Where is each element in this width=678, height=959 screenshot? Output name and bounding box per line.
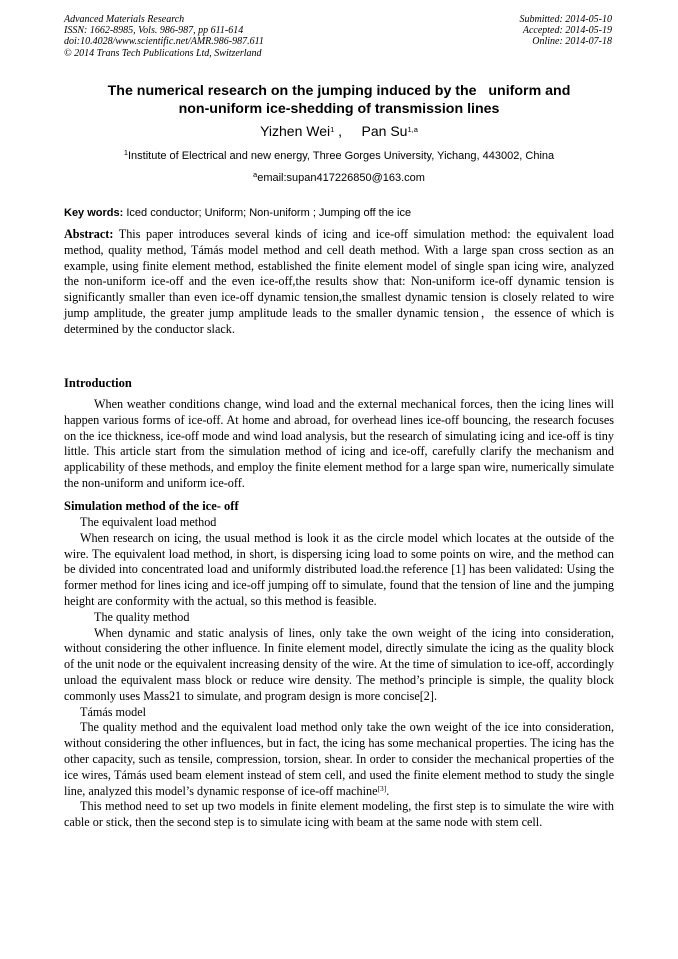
abstract (64, 227, 614, 338)
author-name: Yizhen Wei (260, 123, 331, 139)
paragraph: When research on icing, the usual method is look it as the circle model which locates at the outside of the wire. The equivalent load method, in short, is dispersing icing load to some points on wire, and the method can be divided into concentrated load and uniformly distributed load.the reference [1] has been validated: Using the former method for lines icing and ice-off jumping off to simulate, found that the tension of line and the jumping height are conformity with the actual, so this method is feasible. (64, 530, 614, 608)
abstract-label: Abstract: (64, 227, 114, 241)
paragraph (64, 720, 614, 799)
keywords (64, 206, 614, 220)
email-mark: a (253, 170, 258, 179)
email-text: email:supan417226850@163.com (257, 172, 425, 184)
affiliation (0, 150, 678, 163)
journal-info (64, 14, 264, 59)
keywords-text: Iced conductor; Uniform; Non-uniform ; Jumping off the ice (123, 207, 412, 219)
submission-dates (520, 14, 613, 48)
issn-line: ISSN: 1662-8985, Vols. 986-987, pp 611-614 (64, 25, 244, 37)
author-affil-mark: 1,a (407, 125, 418, 134)
affiliation-mark: 1 (123, 148, 128, 157)
section-heading-introduction: Introduction (64, 376, 132, 390)
journal-name: Advanced Materials Research (64, 14, 185, 25)
title-line-2: non-uniform ice-shedding of transmission lines (178, 101, 500, 117)
paragraph: When dynamic and static analysis of lines, only take the own weight of the icing into consideration, without considering the other influence. In finite element model, directly simulate the icing as the quality block of the unit node or the equivalent increasing density of the wire. At the time of simulation to ice-off, accordingly unload the equivalent mass block or reduce wire density. The method’s principle is simple, the quality block commonly uses Mass21 to simulate, and program design is more concise[2]. (64, 625, 614, 703)
copyright-line: © 2014 Trans Tech Publications Ltd, Switzerland (64, 47, 262, 59)
online-date: Online: 2014-07-18 (532, 36, 612, 48)
citation: [3] (377, 783, 387, 793)
paper-title (60, 82, 618, 118)
author-affil-mark: 1 (330, 125, 335, 134)
section-heading-simulation: Simulation method of the ice- off (64, 499, 239, 513)
author-name: Pan Su (361, 123, 408, 139)
subsection-title: The equivalent load method (80, 515, 217, 529)
introduction-paragraph: When weather conditions change, wind load and the external mechanical forces, then the icing lines will happen various forms of ice-off. At home and abroad, for overhead lines ice-off bouncing, the research focuses on the ice thickness, ice-off mode and wind load analysis, but the research of simulating icing and ice-off is tiny little. This article start from the simulation method of icing and ice-off, carefully clarify the mechanism and applicability of these methods, and employ the finite element method for a large span wire, numerically simulate the non-uniform and uniform ice-off. (64, 397, 614, 490)
paragraph-end: . (386, 783, 390, 798)
simulation-section (64, 515, 614, 831)
accepted-date: Accepted: 2014-05-19 (522, 25, 612, 37)
email (0, 172, 678, 185)
submitted-date: Submitted: 2014-05-10 (519, 14, 612, 25)
title-line-1: The numerical research on the jumping induced by the uniform and (107, 83, 571, 99)
paragraph: This method need to set up two models in finite element modeling, the first step is to simulate the wire with cable or stick, then the second step is to simulate icing with beam at the same node with stem cell. (64, 799, 614, 830)
abstract-text: This paper introduces several kinds of icing and ice-off simulation method: the equivalent load method, quality method, Támás model method and cell death method. With a large span cross section as an example, using finite element method, established the finite element model of single span icing wire, analyzed the non-uniform ice-off and the even ice-off,the results show that: Non-uniform ice-off dynamic tension is significantly smaller than even ice-off dynamic tension,the smallest dynamic tension is closely related to wire jump amplitude, the greater jump amplitude leads to the smaller dynamic tension，the essence of which is determined by the conductor slack. (64, 227, 614, 336)
subsection-title: The quality method (94, 609, 190, 624)
keywords-label: Key words: (64, 207, 124, 219)
paragraph-text: The quality method and the equivalent load method only take the own weight of the ice into consideration, without considering the other influences, but in fact, the icing has some mechanical properties. The icing has the other capacity, such as tensile, compression, torsion, shear. In order to consider the mechanical properties of the ice wires, Támás used beam element instead of stem cell, and used the finite element method to study the single line, analyzed this model’s dynamic response of ice-off machine (64, 720, 614, 798)
doi-line: doi:10.4028/www.scientific.net/AMR.986-987.611 (64, 36, 264, 48)
affiliation-text: Institute of Electrical and new energy, Three Gorges University, Yichang, 443002, China (127, 150, 555, 162)
author-list (0, 123, 678, 140)
subsection-title: Támás model (80, 704, 146, 719)
author-separator: , (334, 123, 362, 139)
